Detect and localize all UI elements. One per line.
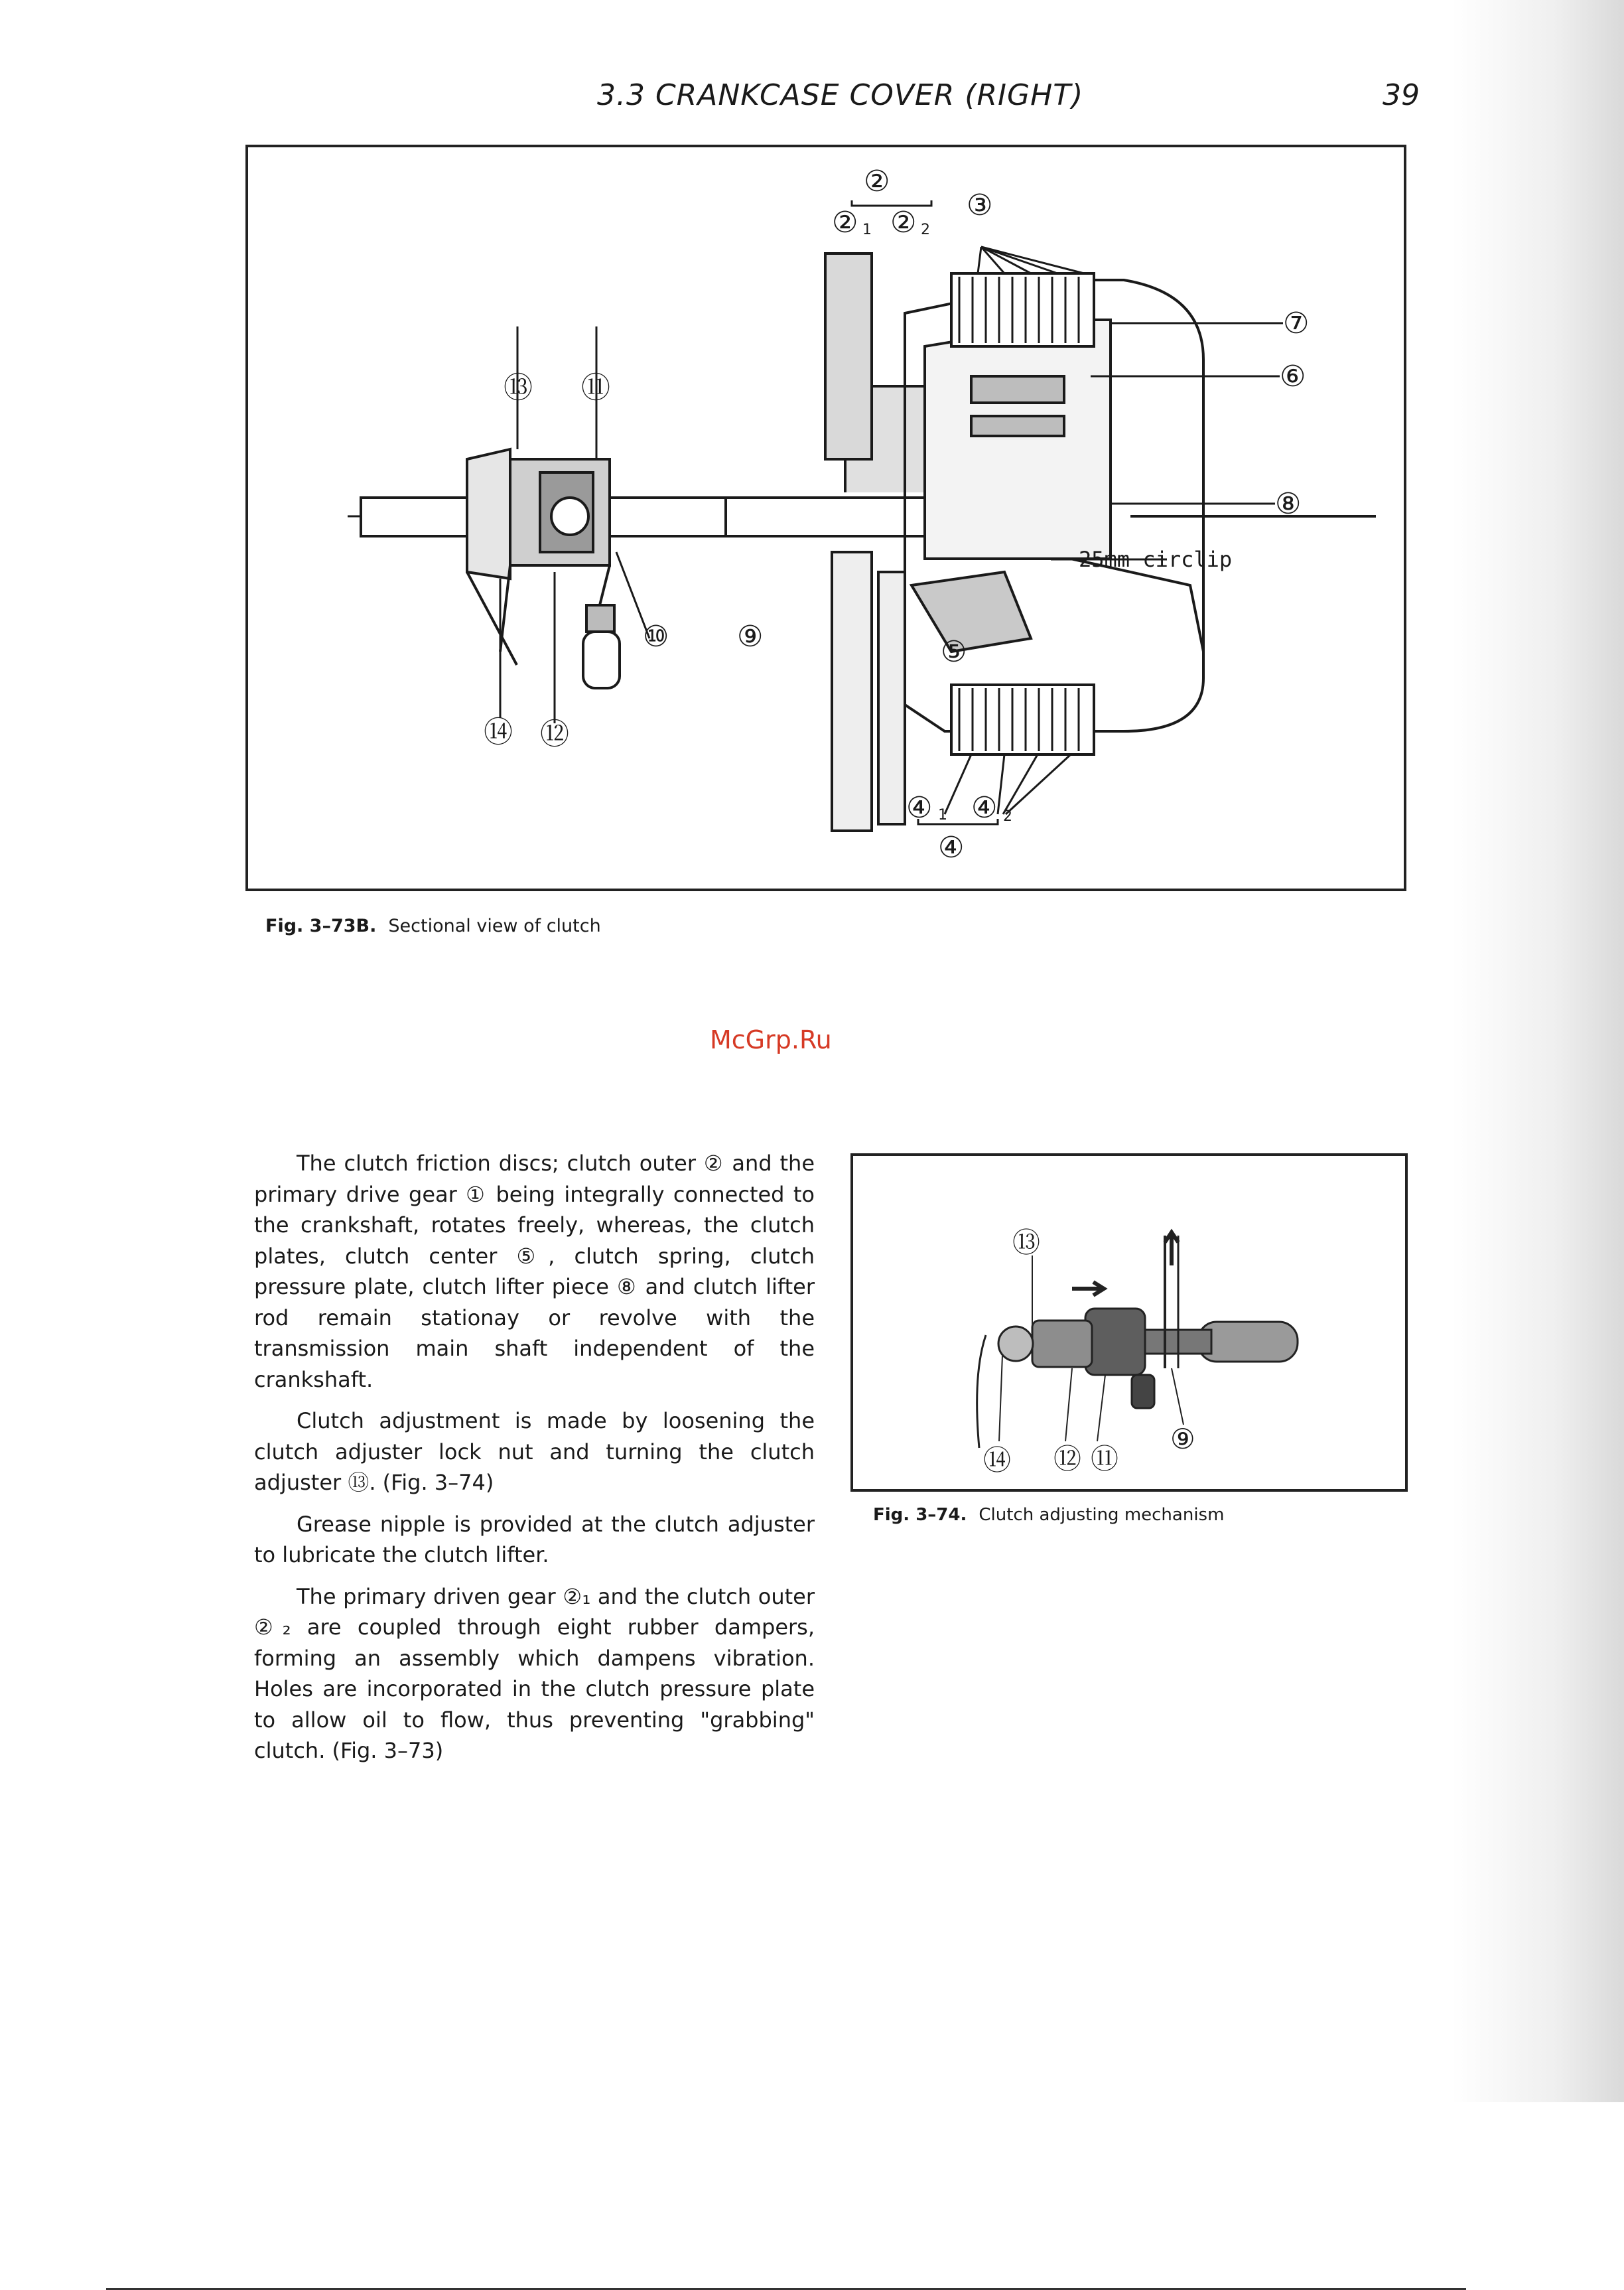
callout-14: ⑭ (484, 715, 513, 749)
paragraph-4: The primary driven gear ②₁ and the clutch outer ②₂ are coupled through eight rubber dampers, forming an assembly which dampens vibration. Holes are incorporated in the clutch pressure plate to allow oil to flow, thus preventing "grabbing" clutch. (Fig. 3–73) (254, 1583, 815, 1763)
callout-4-2: ④ (971, 791, 998, 825)
body-text (254, 1148, 815, 1777)
callout-12: ⑫ (1053, 1443, 1082, 1475)
clutch-adjusting-illustration (853, 1156, 1405, 1489)
figure-2-label: Fig. 3–74. (873, 1505, 967, 1525)
callout-4-1: ④ (906, 791, 933, 825)
figure-clutch-adjusting-photo (850, 1153, 1408, 1492)
callout-13: ⑬ (1012, 1226, 1041, 1259)
figure-2-caption-text: Clutch adjusting mechanism (979, 1505, 1225, 1525)
callout-4-2-sub: 2 (1003, 808, 1012, 825)
figure-2-caption (873, 1505, 1224, 1525)
scan-shadow (1452, 0, 1624, 2102)
callout-2-2-sub: 2 (921, 222, 930, 238)
watermark-link[interactable]: McGrp.Ru (710, 1025, 832, 1054)
callout-2-1-sub: 1 (862, 222, 872, 238)
figure-clutch-section (245, 145, 1406, 891)
figure-1-caption (265, 916, 601, 936)
clutch-section-drawing (248, 147, 1404, 889)
callout-9: ⑨ (737, 620, 764, 654)
page-number: 39 (1383, 78, 1420, 112)
callout-6: ⑥ (1280, 360, 1306, 394)
callout-2-2: ② (890, 206, 917, 240)
callout-14: ⑭ (983, 1444, 1012, 1476)
callout-3: ③ (967, 188, 993, 222)
section-title: 3.3 CRANKCASE COVER (RIGHT) (597, 78, 1084, 112)
callout-5: ⑤ (941, 635, 967, 669)
callout-9: ⑨ (1170, 1423, 1195, 1455)
paragraph-3: Grease nipple is provided at the clutch adjuster to lubricate the clutch lifter. (254, 1511, 815, 1567)
circlip-label: 25mm circlip (1079, 547, 1233, 572)
figure-1-caption-text: Sectional view of clutch (388, 916, 601, 936)
paragraph-1: The clutch friction discs; clutch outer ② and the primary drive gear ① being integrally connected to the crankshaft, rotates freely, whereas, the clutch plates, clutch center ⑤, clutch spring, clutch pressure plate, clutch lifter piece ⑧ and clutch lifter rod remain stationay or revolve with the transmission main shaft independent of the crankshaft. (254, 1151, 815, 1392)
callout-11: ⑪ (581, 371, 610, 405)
callout-10: ⑩ (643, 620, 669, 654)
callout-4: ④ (938, 831, 965, 865)
callout-2: ② (864, 165, 890, 198)
figure-1-label: Fig. 3–73B. (265, 916, 377, 936)
callout-8: ⑧ (1275, 487, 1302, 521)
callout-11: ⑪ (1091, 1443, 1119, 1475)
paragraph-2: Clutch adjustment is made by loosening the clutch adjuster lock nut and turning the clutch adjuster ⑬. (Fig. 3–74) (254, 1408, 815, 1495)
callout-13: ⑬ (504, 371, 533, 405)
callout-7: ⑦ (1283, 307, 1310, 340)
callout-12: ⑫ (540, 717, 569, 751)
callout-2-1: ② (832, 206, 858, 240)
callout-4-1-sub: 1 (938, 807, 947, 823)
page-header (597, 78, 1420, 131)
